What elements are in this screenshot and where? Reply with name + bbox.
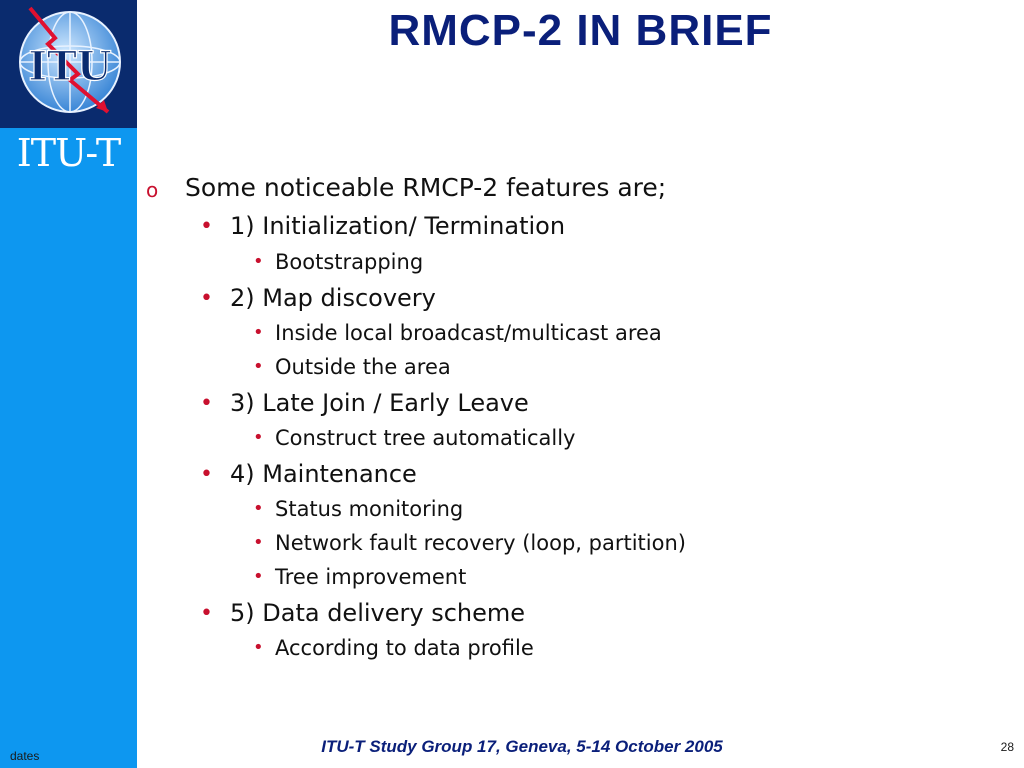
feature-subitem: Bootstrapping	[275, 250, 424, 274]
dates-label: dates	[10, 749, 40, 763]
sidebar	[0, 0, 137, 768]
bullet-icon: •	[200, 601, 213, 626]
intro-text: Some noticeable RMCP-2 features are;	[185, 173, 667, 202]
feature-item: 5) Data delivery scheme	[230, 599, 526, 627]
circle-bullet-icon: o	[146, 178, 159, 202]
bullet-icon: •	[253, 356, 264, 377]
feature-item: 2) Map discovery	[230, 284, 436, 312]
feature-subitem: Construct tree automatically	[275, 426, 576, 450]
footer-text: ITU-T Study Group 17, Geneva, 5-14 October 2005	[321, 737, 723, 756]
globe-icon	[0, 0, 137, 128]
bullet-icon: •	[253, 322, 264, 343]
feature-subitem: Inside local broadcast/multicast area	[275, 321, 662, 345]
bullet-icon: •	[253, 251, 264, 272]
feature-subitem: Outside the area	[275, 355, 451, 379]
bullet-icon: •	[253, 498, 264, 519]
bullet-icon: •	[253, 566, 264, 587]
bullet-icon: •	[200, 462, 213, 487]
bullet-icon: •	[200, 286, 213, 311]
logo-text: ITU	[28, 43, 112, 90]
feature-subitem: Status monitoring	[275, 497, 464, 521]
feature-item: 1) Initialization/ Termination	[230, 212, 566, 240]
feature-item: 3) Late Join / Early Leave	[230, 389, 529, 417]
feature-subitem: Network fault recovery (loop, partition)	[275, 531, 686, 555]
bullet-icon: •	[253, 427, 264, 448]
bullet-icon: •	[253, 637, 264, 658]
page-number: 28	[1000, 740, 1014, 754]
feature-subitem: Tree improvement	[275, 565, 467, 589]
brand-label: ITU-T	[16, 131, 121, 175]
bullet-icon: •	[200, 391, 213, 416]
itu-logo	[0, 0, 137, 128]
feature-subitem: According to data profile	[275, 636, 534, 660]
bullet-icon: •	[200, 214, 213, 239]
slide-title: RMCP-2 IN BRIEF	[388, 6, 773, 55]
feature-item: 4) Maintenance	[230, 460, 417, 488]
bullet-icon: •	[253, 532, 264, 553]
